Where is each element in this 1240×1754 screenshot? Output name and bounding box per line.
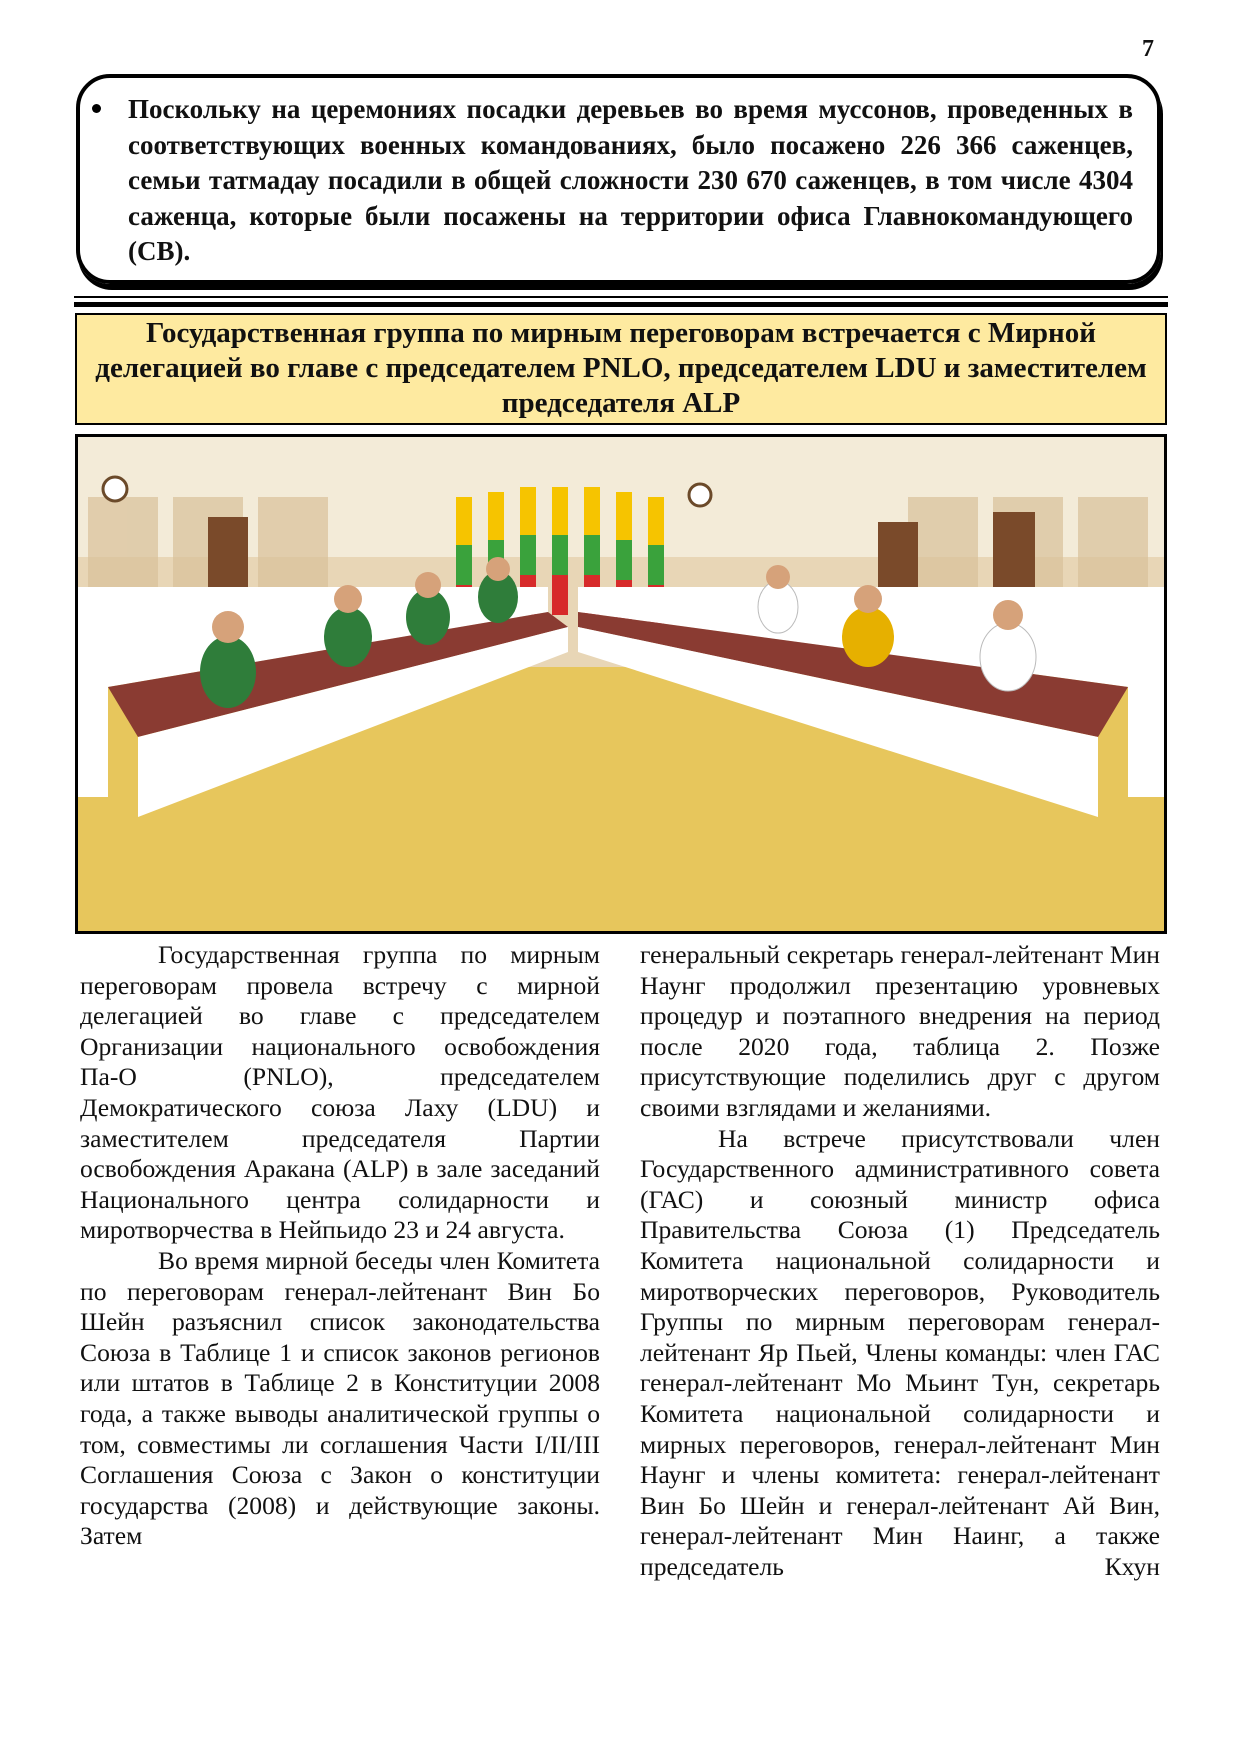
divider-thin [74,296,1168,298]
meeting-photo [75,434,1167,934]
right-paragraph-1: генеральный секретарь генерал-лейтенант Мин Наунг продолжил презентацию уровневых процедур и поэтапного внедрения на период после 2020 года, таблица 2. Позже присутствующие поделились друг с другом своими взглядами и желаниями. [640,940,1160,1122]
divider-thick [74,302,1168,307]
headline: Государственная группа по мирным переговорам встречается с Мирной делегацией во главе с председателем PNLO, председателем LDU и заместителем председателя ALP [95,317,1147,419]
left-paragraph-2: Во время мирной беседы член Комитета по переговорам генерал-лейтенант Вин Бо Шейн разъяснил список законодательства Союза в Таблице 1 и список законов регионов или штатов в Таблице 2 в Конституции 2008 года, а также выводы аналитической группы о том, совместимы ли соглашения Части I/II/III Соглашения Союза с Закон о конституции государства (2008) и действующие законы. Затем [80,1245,600,1551]
right-column [640,940,1160,1582]
right-paragraph-2: На встрече присутствовали член Государственного административного совета (ГАС) и союзный министр офиса Правительства Союза (1) Председатель Комитета национальной солидарности и миротворческих переговоров, Руководитель Группы по мирным переговорам генерал-лейтенант Яр Пьей, Члены команды: член ГАС генерал-лейтенант Мо Мьинт Тун, секретарь Комитета национальной солидарности и мирных переговоров, генерал-лейтенант Мин Наунг и члены комитета: генерал-лейтенант Вин Бо Шейн и генерал-лейтенант Ай Вин, генерал-лейтенант Мин Наинг, а также председатель Кхун [640,1123,1160,1581]
bullet-dot-icon [92,104,101,113]
meeting-room-illustration [78,437,1164,931]
left-paragraph-1: Государственная группа по мирным переговорам провела встречу с мирной делегацией во главе с председателем Организации национального освобождения Па-О (PNLO), председателем Демократического союза Лаху (LDU) и заместителем председателя Партии освобождения Аракана (ALP) в зале заседаний Национального центра солидарности и миротворчества в Нейпьидо 23 и 24 августа. [80,940,600,1245]
left-column [80,940,600,1552]
callout-text: Поскольку на церемониях посадки деревьев во время муссонов, проведенных в соответствующих военных командованиях, было посажено 226 366 саженцев, семьи татмадау посадили в общей сложности 230 670 саженцев, в том числе 4304 саженца, которые были посажены на территории офиса Главнокомандующего (СВ). [128,94,1133,266]
page-number: 7 [1142,36,1154,62]
